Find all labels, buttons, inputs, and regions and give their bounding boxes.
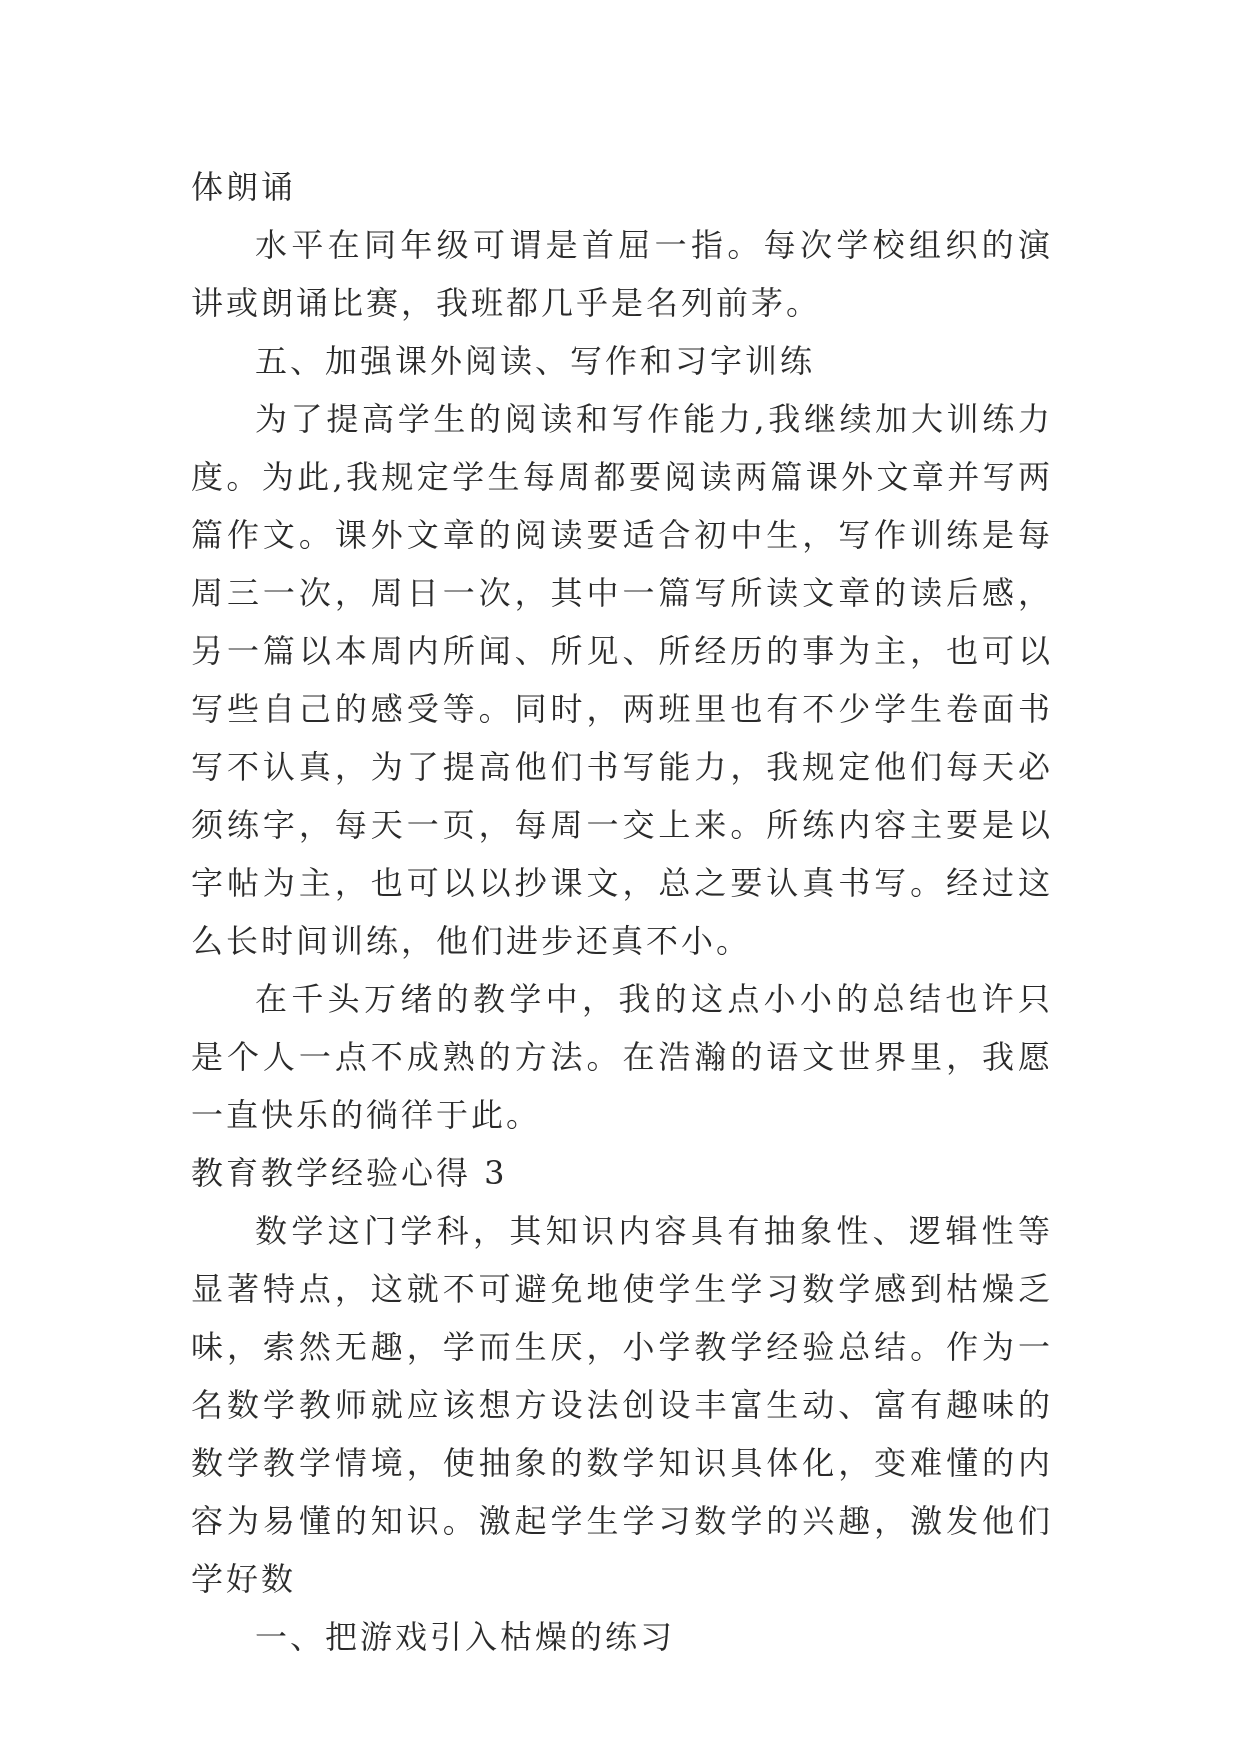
paragraph-reading-writing: 为了提高学生的阅读和写作能力,我继续加大训练力度。为此,我规定学生每周都要阅读两篇课外文章并写两篇作文。课外文章的阅读要适合初中生，写作训练是每周三一次，周日一次，其中一篇写所读文章的读后感，另一篇以本周内所闻、所见、所经历的事为主，也可以写些自己的感受等。同时，两班里也有不少学生卷面书写不认真，为了提高他们书写能力，我规定他们每天必须练字，每天一页，每周一交上来。所练内容主要是以字帖为主，也可以以抄课文，总之要认真书写。经过这么长时间训练，他们进步还真不小。: [191, 400, 1053, 960]
paragraph-math-intro: 数学这门学科，其知识内容具有抽象性、逻辑性等显著特点，这就不可避免地使学生学习数学感到枯燥乏味，索然无趣，学而生厌，小学教学经验总结。作为一名数学教师就应该想方设法创设丰富生动、富有趣味的数学教学情境，使抽象的数学知识具体化，变难懂的内容为易懂的知识。激起学生学习数学的兴趣，激发他们学好数: [191, 1212, 1053, 1598]
section-heading-one: 一、把游戏引入枯燥的练习: [255, 1618, 676, 1656]
paragraph-continuation: 体朗诵: [191, 168, 297, 206]
document-body: [191, 158, 1053, 1666]
section-heading-five: 五、加强课外阅读、写作和习字训练: [255, 342, 816, 380]
paragraph-recitation-level: 水平在同年级可谓是首屈一指。每次学校组织的演讲或朗诵比赛，我班都几乎是名列前茅。: [191, 226, 1053, 322]
paragraph-conclusion: 在千头万绪的教学中，我的这点小小的总结也许只是个人一点不成熟的方法。在浩瀚的语文世界里，我愿一直快乐的徜徉于此。: [191, 980, 1053, 1134]
article-title: 教育教学经验心得 3: [191, 1154, 508, 1192]
